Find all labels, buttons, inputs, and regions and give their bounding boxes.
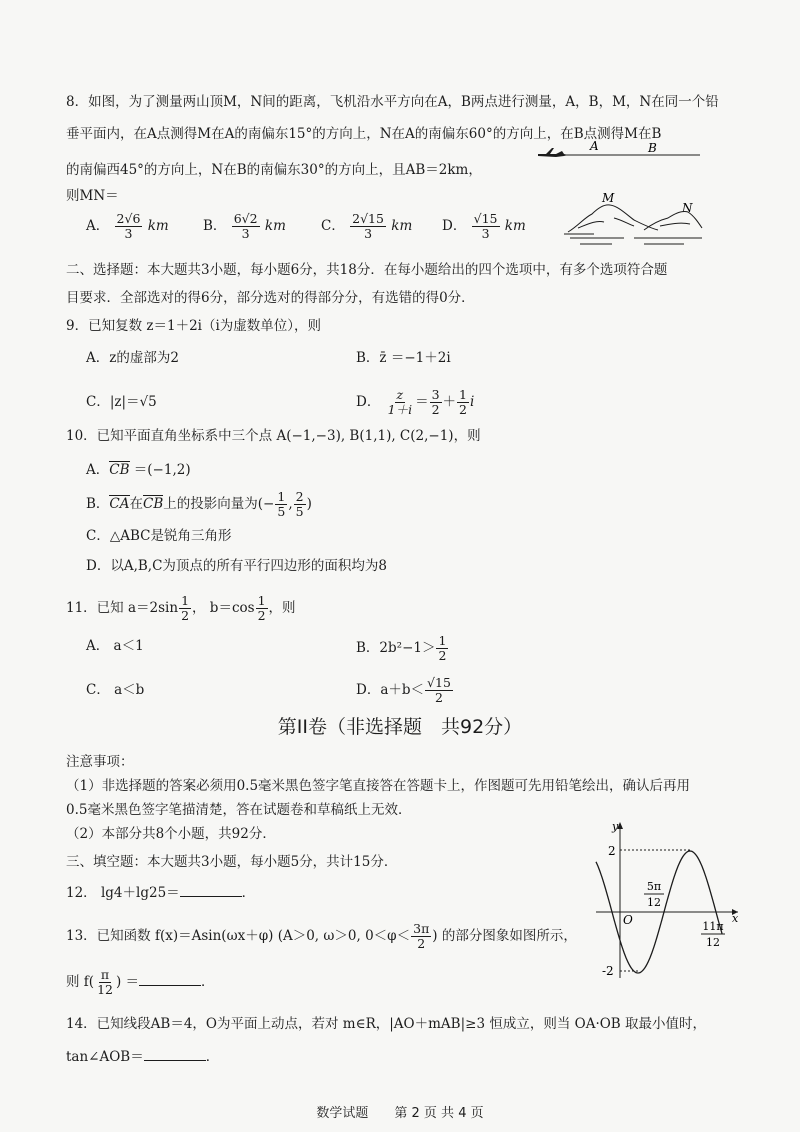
plus-sign: ＋ <box>442 394 457 410</box>
period: ． <box>241 885 256 901</box>
fraction <box>232 212 260 241</box>
fraction <box>472 212 500 241</box>
option-text: ＝(−1,2) <box>129 462 191 478</box>
point-b-label: B <box>648 141 657 155</box>
x-axis-label: x <box>732 912 739 925</box>
denominator: 2 <box>181 608 190 623</box>
vector: CB <box>143 496 164 512</box>
q14-line2 <box>66 1046 219 1067</box>
unit: km <box>264 218 286 234</box>
origin-label: O <box>623 913 633 927</box>
numerator: 1 <box>438 633 447 648</box>
fraction <box>275 490 287 519</box>
fraction <box>457 388 469 417</box>
option-letter: D． <box>356 682 381 698</box>
q11-option-d <box>356 676 454 705</box>
equals-sign: ＝ <box>415 394 429 410</box>
fraction <box>179 594 191 623</box>
q8-option-c <box>321 212 412 241</box>
numerator: 1 <box>257 593 266 608</box>
option-letter: A． <box>86 218 110 234</box>
notes-heading: 注意事项： <box>66 754 134 770</box>
airplane-icon <box>538 148 568 157</box>
notes-item1-line1: （1）非选择题的答案必须用0.5毫米黑色签字笔直接答在答题卡上，作图题可先用铅笔绘出，确认后再用 <box>66 778 691 794</box>
numerator: √15 <box>473 211 498 226</box>
q11-option-c: C． a＜b <box>86 682 145 698</box>
fraction <box>115 212 143 241</box>
q13-sine-graph <box>592 818 742 984</box>
numerator: z <box>396 387 404 402</box>
denominator: 2 <box>438 648 447 663</box>
stem-text: ， b＝cos <box>192 600 255 616</box>
fraction <box>256 594 268 623</box>
numerator: 11π <box>702 920 724 933</box>
denominator: 5 <box>295 504 304 519</box>
denominator: 2 <box>434 690 443 705</box>
y-min-label: -2 <box>602 964 614 978</box>
q10-option-c: C．△ABC是锐角三角形 <box>86 528 232 544</box>
option-letter: B． <box>203 218 227 234</box>
q10-option-b <box>86 490 312 519</box>
unit: km <box>147 218 169 234</box>
question-text: 12． lg4＋lg25＝ <box>66 885 180 901</box>
denominator: 3 <box>481 226 490 241</box>
question-text: tan∠AOB＝ <box>66 1049 144 1065</box>
notes-item2: （2）本部分共8个小题，共92分． <box>66 826 276 842</box>
numerator: 3π <box>413 921 430 936</box>
denominator: 5 <box>277 504 286 519</box>
numerator: 1 <box>277 489 286 504</box>
option-letter: C． <box>321 218 345 234</box>
option-text: 上的投影向量为(− <box>163 496 275 512</box>
period: ． <box>205 1049 220 1065</box>
page-footer: 数学试题 第 2 页 共 4 页 <box>316 1106 484 1121</box>
numerator: √15 <box>427 675 451 690</box>
answer-blank[interactable] <box>180 882 242 897</box>
option-letter: D． <box>356 394 381 410</box>
option-text: 2b²−1＞ <box>379 640 436 656</box>
fraction <box>425 676 453 705</box>
vector: CA <box>109 496 130 512</box>
fraction <box>386 388 414 417</box>
option-text: a＋b＜ <box>380 682 425 698</box>
unit: km <box>391 218 413 234</box>
question-text: ) 的部分图象如图所示， <box>432 928 577 944</box>
point-a-label: A <box>590 139 599 153</box>
section3-heading: 三、填空题：本大题共3小题，每小题5分，共计15分． <box>66 854 398 870</box>
q8-figure <box>534 138 706 250</box>
q10-stem: 10．已知平面直角坐标系中三个点 A(−1,−3), B(1,1), C(2,−1)，则 <box>66 428 481 444</box>
denominator: 12 <box>97 982 113 997</box>
numerator: 1 <box>181 593 190 608</box>
answer-blank[interactable] <box>139 971 201 986</box>
q9-option-b: B．z̄ ＝−1＋2i <box>356 350 451 366</box>
part2-title: 第II卷（非选择题 共92分） <box>277 716 523 738</box>
q8-line3: 的南偏西45°的方向上，N在B的南偏东30°的方向上，且AB＝2km， <box>66 162 482 178</box>
q8-option-d <box>442 212 526 241</box>
q8-option-b <box>203 212 286 241</box>
paren: ) <box>306 496 312 512</box>
denominator: 2 <box>459 402 467 417</box>
numerator: 2 <box>295 489 304 504</box>
q11-stem <box>66 594 296 623</box>
q12 <box>66 882 255 903</box>
option-letter: B． <box>86 496 110 512</box>
section2-line1: 二、选择题：本大题共3小题，每小题6分，共18分．在每小题给出的四个选项中，有多个选项符合题 <box>66 262 668 278</box>
imaginary-unit: i <box>469 394 475 410</box>
question-text: ) ＝ <box>115 974 140 990</box>
fraction <box>350 212 386 241</box>
fraction <box>436 634 448 663</box>
q13-line2 <box>66 968 215 997</box>
option-letter: D． <box>442 218 467 234</box>
notes-item1-line2: 0.5毫米黑色签字笔描清楚，答在试题卷和草稿纸上无效． <box>66 802 412 818</box>
denominator: 1＋i <box>387 402 413 417</box>
y-max-label: 2 <box>608 844 616 858</box>
q8-line1: 8．如图，为了测量两山顶M，N间的距离，飞机沿水平方向在A，B两点进行测量，A，B，M，N在同一个铅 <box>66 94 719 110</box>
q9-stem: 9．已知复数 z＝1＋2i（i为虚数单位），则 <box>66 318 322 334</box>
denominator: 2 <box>257 608 266 623</box>
denominator: 12 <box>706 936 720 949</box>
section2-line2: 目要求．全部选对的得6分，部分选对的得部分分，有选错的得0分． <box>66 290 475 306</box>
fraction <box>411 922 431 951</box>
q14-line1: 14．已知线段AB＝4，O为平面上动点，若对 m∈R，|AO＋mAB|≥3 恒成立，则当 OA·OB 取最小值时， <box>66 1016 707 1032</box>
numerator: 2√6 <box>116 211 141 226</box>
vector: CB <box>109 462 130 478</box>
y-axis-label: y <box>612 820 619 833</box>
numerator: π <box>100 967 110 982</box>
unit: km <box>504 218 526 234</box>
q13-line1 <box>66 922 577 951</box>
q9-option-a: A．z的虚部为2 <box>86 350 179 366</box>
denominator: 3 <box>241 226 250 241</box>
numerator: 6√2 <box>233 211 258 226</box>
numerator: 1 <box>459 387 467 402</box>
q10-option-a <box>86 460 191 480</box>
numerator: 2√15 <box>352 211 384 226</box>
question-text: 13．已知函数 f(x)＝Asin(ωx＋φ) (A＞0, ω＞0, 0＜φ＜ <box>66 928 411 944</box>
q11-option-b <box>356 634 449 663</box>
tick-label-5pi-12 <box>644 880 664 909</box>
point-n-label: N <box>682 201 693 215</box>
point-m-label: M <box>602 191 615 205</box>
q8-line4: 则MN＝ <box>66 188 119 204</box>
numerator: 3 <box>431 387 440 402</box>
q8-option-a <box>86 212 169 241</box>
option-letter: A． <box>86 462 110 478</box>
q11-option-a: A． a＜1 <box>86 638 144 654</box>
q9-option-c: C．|z|＝√5 <box>86 394 157 410</box>
option-text: 在 <box>129 496 144 512</box>
comma: , <box>288 496 293 512</box>
denominator: 2 <box>431 402 440 417</box>
answer-blank[interactable] <box>144 1046 206 1061</box>
numerator: 5π <box>646 880 662 893</box>
denominator: 12 <box>647 896 661 909</box>
stem-text: ，则 <box>268 600 296 616</box>
fraction <box>294 490 306 519</box>
denominator: 3 <box>124 226 133 241</box>
q9-option-d <box>356 388 474 417</box>
question-text: 则 f( <box>66 974 95 990</box>
tick-label-11pi-12 <box>701 920 725 949</box>
period: ． <box>201 974 215 990</box>
option-letter: B． <box>356 640 380 656</box>
stem-text: 11．已知 a＝2sin <box>66 600 179 616</box>
fraction <box>95 968 115 997</box>
fraction <box>430 388 442 417</box>
q8-line2: 垂平面内，在A点测得M在A的南偏东15°的方向上，N在A的南偏东60°的方向上，在B点测得M在B <box>66 126 662 142</box>
denominator: 3 <box>364 226 373 241</box>
denominator: 2 <box>417 936 426 951</box>
q10-option-d: D．以A,B,C为顶点的所有平行四边形的面积均为8 <box>86 558 387 574</box>
